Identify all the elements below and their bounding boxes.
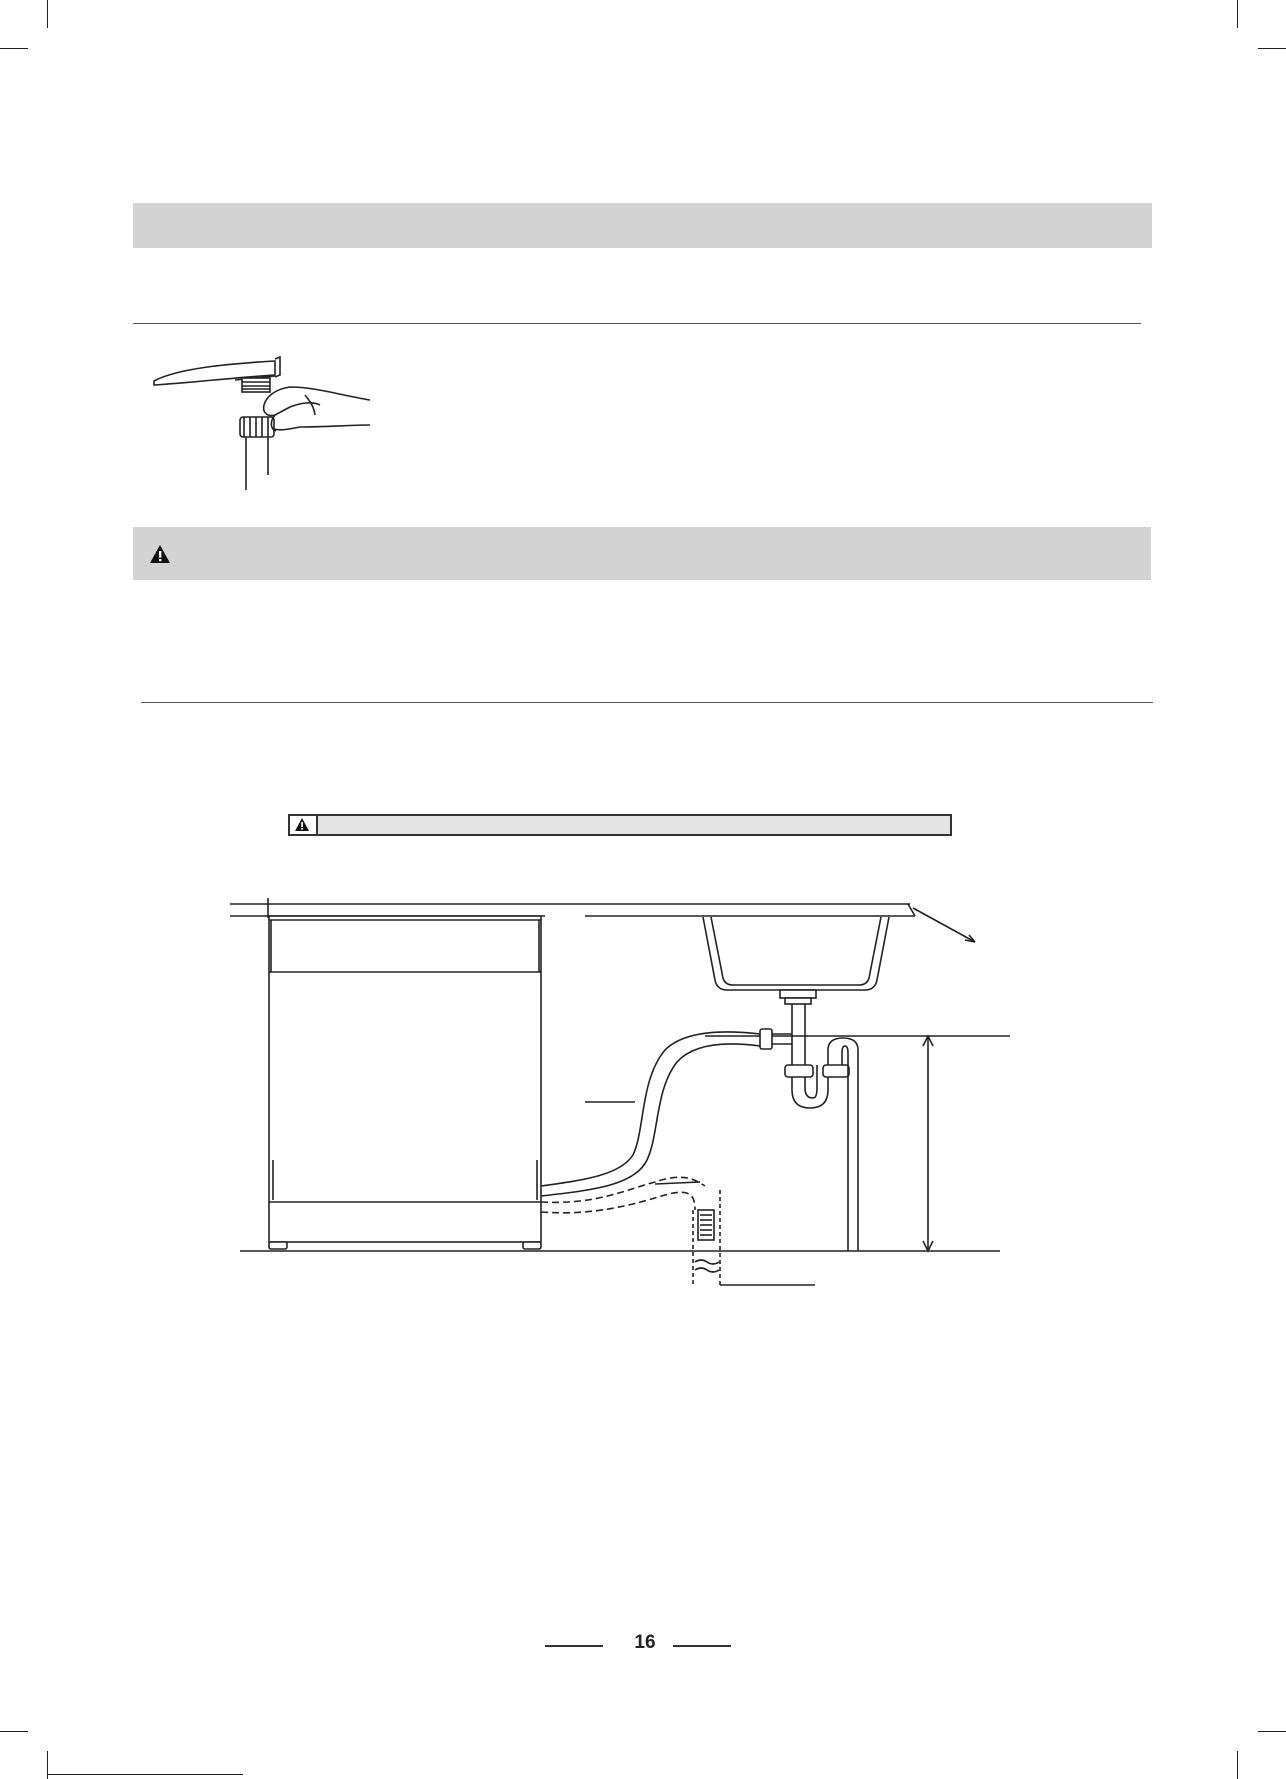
divider bbox=[133, 323, 1141, 324]
section-header-bar bbox=[133, 203, 1152, 248]
page-number-rule-left bbox=[545, 1645, 603, 1647]
drain-hose-installation-diagram bbox=[225, 890, 1025, 1320]
warning-bar bbox=[133, 527, 1151, 580]
warning-strip-icon-cell bbox=[290, 816, 318, 834]
warning-strip bbox=[288, 814, 952, 836]
crop-mark bbox=[47, 0, 48, 28]
page-number-rule-right bbox=[673, 1645, 731, 1647]
crop-mark bbox=[47, 1774, 243, 1775]
divider bbox=[141, 702, 1153, 703]
hose-faucet-illustration bbox=[140, 345, 380, 495]
crop-mark bbox=[1237, 1751, 1238, 1779]
page-number: 16 bbox=[634, 1632, 656, 1653]
crop-mark bbox=[0, 48, 28, 49]
crop-mark bbox=[1258, 48, 1286, 49]
crop-mark bbox=[1237, 0, 1238, 28]
crop-mark bbox=[0, 1731, 28, 1732]
warning-triangle-icon bbox=[149, 544, 171, 564]
crop-mark bbox=[1258, 1731, 1286, 1732]
warning-triangle-icon bbox=[294, 817, 310, 832]
